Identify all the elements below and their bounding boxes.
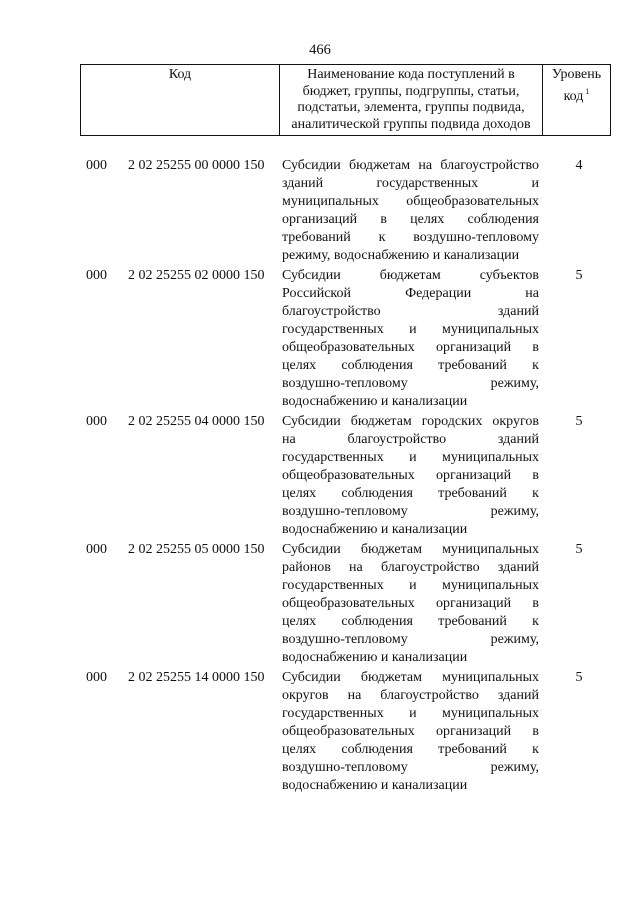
revenue-name-line: водоснабжению и канализации <box>282 522 468 537</box>
level-code: 4 <box>575 158 583 173</box>
revenue-name-line: районов на благоустройство зданий <box>282 560 539 575</box>
header-level-line <box>543 84 610 106</box>
level-code: 5 <box>575 542 583 557</box>
revenue-name-line: общеобразовательных организаций в <box>282 340 539 355</box>
header-code: Код <box>168 67 192 82</box>
admin-code: 000 <box>86 268 107 283</box>
revenue-name-line: общеобразовательных организаций в <box>282 468 539 483</box>
revenue-code: 2 02 25255 00 0000 150 <box>128 158 265 173</box>
table-body <box>0 157 640 797</box>
header-name-line: подстатьи, элемента, группы подвида, <box>297 100 525 115</box>
revenue-name-line: государственных и муниципальных <box>282 322 539 337</box>
table-row <box>0 157 640 265</box>
table-row <box>0 413 640 539</box>
revenue-name-line: зданий государственных и <box>282 176 539 191</box>
level-code: 5 <box>575 670 583 685</box>
revenue-name-line: государственных и муниципальных <box>282 450 539 465</box>
revenue-name-line: водоснабжению и канализации <box>282 650 468 665</box>
revenue-name-line: воздушно-тепловому режиму, <box>282 632 539 647</box>
revenue-name-line: Субсидии бюджетам муниципальных <box>282 542 539 557</box>
admin-code: 000 <box>86 670 107 685</box>
revenue-name-line: общеобразовательных организаций в <box>282 596 539 611</box>
revenue-name-line: округов на благоустройство зданий <box>282 688 539 703</box>
revenue-name-line: на благоустройство зданий <box>282 432 539 447</box>
revenue-name-line: муниципальных общеобразовательных <box>282 194 539 209</box>
header-name-line: бюджет, группы, подгруппы, статьи, <box>302 83 520 99</box>
admin-code: 000 <box>86 414 107 429</box>
admin-code: 000 <box>86 158 107 173</box>
revenue-code: 2 02 25255 05 0000 150 <box>128 542 265 557</box>
revenue-name-line: режиму, водоснабжению и канализации <box>282 248 520 263</box>
revenue-name-line: Субсидии бюджетам муниципальных <box>282 670 539 685</box>
revenue-name <box>282 413 539 539</box>
header-name-line: Наименование кода поступлений в <box>307 67 515 82</box>
header-name-line: аналитической группы подвида доходов <box>291 116 531 132</box>
table-header <box>80 64 611 136</box>
header-name <box>279 65 542 135</box>
revenue-name <box>282 669 539 795</box>
table-row <box>0 669 640 795</box>
revenue-name-line: государственных и муниципальных <box>282 706 539 721</box>
revenue-name-line: общеобразовательных организаций в <box>282 724 539 739</box>
revenue-name-line: водоснабжению и канализации <box>282 778 468 793</box>
revenue-code: 2 02 25255 04 0000 150 <box>128 414 265 429</box>
header-level <box>542 65 610 135</box>
revenue-name-line: воздушно-тепловому режиму, <box>282 504 539 519</box>
footnote-marker: 1 <box>585 86 590 96</box>
revenue-name <box>282 541 539 667</box>
revenue-name-line: государственных и муниципальных <box>282 578 539 593</box>
revenue-name-line: воздушно-тепловому режиму, <box>282 376 539 391</box>
revenue-name <box>282 157 539 265</box>
revenue-name-line: целях соблюдения требований к <box>282 486 539 501</box>
revenue-name-line: Российской Федерации на <box>282 286 539 301</box>
revenue-code: 2 02 25255 14 0000 150 <box>128 670 265 685</box>
level-code: 5 <box>575 414 583 429</box>
revenue-name-line: целях соблюдения требований к <box>282 358 539 373</box>
revenue-name-line: Субсидии бюджетам городских округов <box>282 414 539 429</box>
revenue-name <box>282 267 539 411</box>
revenue-name-line: целях соблюдения требований к <box>282 614 539 629</box>
header-level-line: Уровень <box>551 67 602 82</box>
revenue-code: 2 02 25255 02 0000 150 <box>128 268 265 283</box>
table-row <box>0 541 640 667</box>
header-level-word: код <box>563 88 584 104</box>
revenue-name-line: благоустройство зданий <box>282 304 539 319</box>
revenue-name-line: водоснабжению и канализации <box>282 394 468 409</box>
table-row <box>0 267 640 411</box>
level-code: 5 <box>575 268 583 283</box>
revenue-name-line: организаций в целях соблюдения <box>282 212 539 227</box>
revenue-name-line: Субсидии бюджетам на благоустройство <box>282 158 539 173</box>
revenue-name-line: целях соблюдения требований к <box>282 742 539 757</box>
admin-code: 000 <box>86 542 107 557</box>
page-number: 466 <box>309 42 331 58</box>
revenue-name-line: Субсидии бюджетам субъектов <box>282 268 539 283</box>
revenue-name-line: воздушно-тепловому режиму, <box>282 760 539 775</box>
revenue-name-line: требований к воздушно-тепловому <box>282 230 539 245</box>
